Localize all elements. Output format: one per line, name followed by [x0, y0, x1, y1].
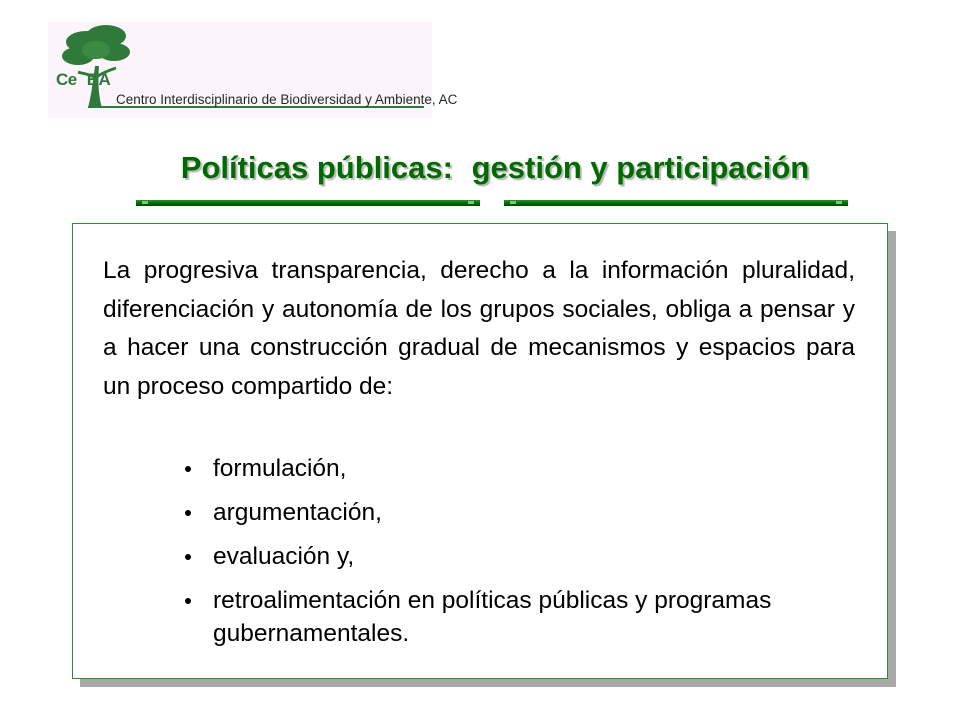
title-underline-right: [504, 200, 848, 206]
content-box: [72, 223, 888, 679]
bullet-text: retroalimentación en políticas públicas y programas gubernamentales.: [213, 587, 772, 647]
list-item: [183, 452, 833, 485]
page-title: [0, 150, 960, 186]
logo-wordmark-right: BA: [86, 70, 111, 89]
underline-nub: [836, 201, 842, 204]
title-underline-left: [136, 200, 480, 206]
underline-nub: [468, 201, 474, 204]
title-part-1: Políticas públicas:: [180, 150, 453, 185]
title-part-2: gestión y participación: [471, 150, 810, 185]
bullet-list: [183, 452, 833, 661]
bullet-icon: [185, 510, 191, 516]
bullet-text: formulación,: [213, 455, 347, 482]
bullet-text: evaluación y,: [213, 543, 355, 570]
underline-nub: [142, 201, 148, 204]
bullet-icon: [185, 598, 191, 604]
bullet-icon: [185, 466, 191, 472]
bullet-icon: [185, 554, 191, 560]
list-item: [183, 540, 833, 573]
list-item: [183, 496, 833, 529]
bullet-text: argumentación,: [213, 499, 382, 526]
logo-caption: Centro Interdisciplinario de Biodiversidad y Ambiente, AC: [116, 92, 458, 107]
logo-banner: [48, 22, 458, 118]
list-item: [183, 584, 833, 650]
content-paragraph: La progresiva transparencia, derecho a la información pluralidad, diferenciación y autonomía de los grupos sociales, obliga a pensar y a hacer una construcción gradual de mecanismos y espacios para un proceso compartido de:: [103, 257, 855, 400]
logo-wordmark: [56, 70, 110, 90]
underline-nub: [510, 201, 516, 204]
logo-wordmark-left: Ce: [56, 70, 77, 89]
